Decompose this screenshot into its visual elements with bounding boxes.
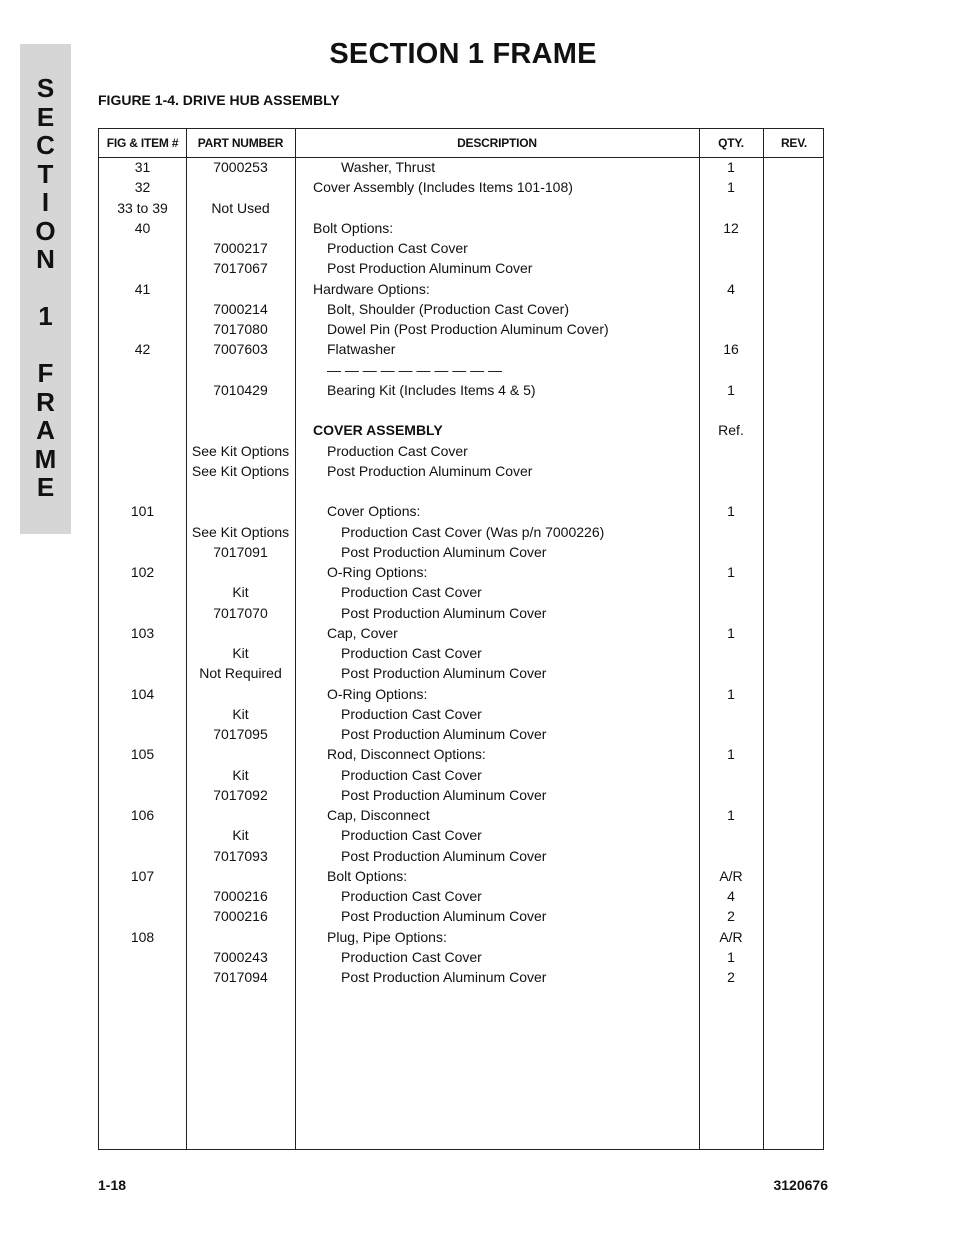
description-cell: Post Production Aluminum Cover — [341, 847, 547, 864]
qty-cell — [699, 765, 763, 785]
table-row — [99, 744, 823, 764]
table-row — [99, 785, 823, 805]
fig-item-cell — [99, 906, 186, 926]
part-number-cell — [186, 501, 295, 521]
part-number-cell — [186, 177, 295, 197]
part-number-cell: 7017070 — [213, 604, 268, 621]
fig-item-cell — [99, 603, 186, 623]
table-row — [99, 906, 823, 926]
side-tab-letter: M — [34, 443, 57, 474]
description-cell: Production Cast Cover — [341, 584, 482, 601]
table-row — [99, 481, 823, 501]
table-row — [99, 198, 823, 218]
table-header — [99, 129, 823, 158]
qty-cell — [699, 846, 763, 866]
qty-cell: 2 — [727, 969, 735, 985]
table-row — [99, 582, 823, 602]
part-number-cell: 7010429 — [213, 381, 268, 398]
qty-cell — [699, 198, 763, 218]
fig-item-cell — [99, 258, 186, 278]
qty-cell — [699, 319, 763, 339]
qty-cell — [699, 785, 763, 805]
qty-cell — [699, 360, 763, 380]
document-number: 3120676 — [773, 1177, 828, 1193]
description-cell: Production Cast Cover — [341, 645, 482, 661]
parts-table — [98, 128, 824, 1150]
description-cell: Post Production Aluminum Cover — [327, 260, 533, 277]
table-row — [99, 339, 823, 359]
qty-cell: 1 — [727, 159, 735, 175]
side-tab-letter: A — [36, 415, 55, 445]
table-row — [99, 420, 823, 440]
table-row — [99, 866, 823, 886]
column-header-rev: REV. — [780, 136, 808, 150]
qty-cell: 1 — [727, 381, 735, 398]
fig-item-cell: 102 — [130, 564, 155, 580]
fig-item-cell — [99, 724, 186, 744]
qty-cell: 16 — [723, 341, 739, 358]
qty-cell: 1 — [727, 685, 735, 702]
table-row — [99, 380, 823, 400]
qty-cell — [699, 238, 763, 258]
part-number-cell — [186, 218, 295, 238]
description-cell: Cover Options: — [327, 503, 421, 520]
part-number-cell — [186, 279, 295, 299]
qty-cell: 1 — [727, 624, 735, 641]
table-body — [99, 157, 823, 987]
description-cell: Post Production Aluminum Cover — [341, 543, 547, 560]
fig-item-cell: 105 — [130, 746, 155, 763]
description-cell: Plug, Pipe Options: — [327, 928, 447, 945]
part-number-cell: Not Required — [199, 665, 282, 682]
fig-item-cell — [99, 481, 186, 501]
fig-item-cell — [99, 238, 186, 258]
description-cell: Dowel Pin (Post Production Aluminum Cover) — [327, 321, 609, 337]
fig-item-cell: 107 — [130, 867, 155, 884]
side-tab-letter: F — [37, 358, 54, 388]
fig-item-cell — [99, 461, 186, 481]
part-number-cell: See Kit Options — [191, 462, 290, 479]
fig-item-cell — [99, 582, 186, 602]
fig-item-cell — [99, 765, 186, 785]
table-row — [99, 258, 823, 278]
part-number-cell: See Kit Options — [191, 523, 290, 540]
fig-item-cell — [99, 785, 186, 805]
side-tab-letter: S — [36, 73, 55, 103]
table-row — [99, 805, 823, 825]
table-row — [99, 947, 823, 967]
table-row — [99, 177, 823, 197]
qty-cell: Ref. — [718, 422, 744, 439]
part-number-cell — [186, 684, 295, 704]
table-row — [99, 886, 823, 906]
part-number-cell: 7000214 — [213, 300, 268, 317]
table-row — [99, 319, 823, 339]
qty-cell — [699, 724, 763, 744]
qty-cell — [699, 704, 763, 724]
fig-item-cell — [99, 319, 186, 339]
fig-item-cell — [99, 420, 186, 440]
qty-cell: 4 — [727, 280, 735, 297]
description-cell: Bolt Options: — [327, 867, 408, 884]
description-cell: Cover Assembly (Includes Items 101-108) — [313, 179, 573, 196]
fig-item-cell — [99, 967, 186, 987]
part-number-cell: 7000217 — [213, 240, 268, 256]
fig-item-cell: 106 — [130, 807, 155, 823]
description-cell: Washer, Thrust — [341, 159, 436, 175]
qty-cell: 1 — [727, 807, 735, 823]
qty-cell — [699, 481, 763, 501]
qty-cell — [699, 400, 763, 420]
fig-item-cell: 32 — [134, 179, 151, 196]
description-cell — [295, 481, 717, 501]
part-number-cell — [186, 420, 295, 440]
qty-cell — [699, 643, 763, 663]
description-cell: Post Production Aluminum Cover — [327, 462, 533, 479]
qty-cell: 1 — [727, 564, 735, 580]
part-number-cell — [186, 562, 295, 582]
part-number-cell: Kit — [232, 705, 249, 722]
qty-cell — [699, 603, 763, 623]
description-cell: Post Production Aluminum Cover — [341, 726, 547, 742]
qty-cell — [699, 825, 763, 845]
table-row — [99, 562, 823, 582]
description-cell — [295, 198, 717, 218]
table-row — [99, 846, 823, 866]
table-row — [99, 825, 823, 845]
description-cell: Post Production Aluminum Cover — [341, 786, 547, 803]
part-number-cell — [186, 927, 295, 947]
table-row — [99, 643, 823, 663]
fig-item-cell — [99, 947, 186, 967]
page-number: 1-18 — [98, 1177, 127, 1193]
part-number-cell — [186, 360, 295, 380]
figure-title: FIGURE 1-4. DRIVE HUB ASSEMBLY — [98, 92, 340, 108]
table-row — [99, 704, 823, 724]
part-number-cell: 7017080 — [213, 321, 268, 337]
part-number-cell: Kit — [232, 827, 249, 844]
fig-item-cell: 104 — [130, 685, 155, 702]
column-header-description: DESCRIPTION — [457, 136, 537, 150]
part-number-cell: Kit — [232, 584, 249, 601]
side-tab-letter: E — [36, 472, 55, 502]
qty-cell: A/R — [719, 867, 743, 884]
description-cell: Bolt Options: — [313, 219, 394, 236]
description-cell: Production Cast Cover (Was p/n 7000226) — [341, 523, 605, 540]
description-cell: Production Cast Cover — [341, 827, 482, 844]
qty-cell: 1 — [727, 503, 735, 520]
fig-item-cell — [99, 360, 186, 380]
fig-item-cell — [99, 825, 186, 845]
table-row — [99, 360, 823, 380]
table-row — [99, 522, 823, 542]
table-row — [99, 967, 823, 987]
part-number-cell: 7017095 — [213, 726, 268, 742]
part-number-cell — [186, 866, 295, 886]
part-number-cell — [186, 481, 295, 501]
fig-item-cell: 41 — [134, 280, 151, 297]
table-row — [99, 441, 823, 461]
table-row — [99, 623, 823, 643]
part-number-cell: 7017094 — [213, 969, 268, 985]
description-cell: Post Production Aluminum Cover — [341, 604, 547, 621]
description-cell: Production Cast Cover — [341, 948, 482, 965]
table-row — [99, 299, 823, 319]
side-tab-letter: 1 — [38, 301, 53, 331]
column-header-qty: QTY. — [718, 136, 744, 150]
fig-item-cell — [99, 441, 186, 461]
table-row — [99, 400, 823, 420]
description-cell: Post Production Aluminum Cover — [341, 908, 547, 925]
side-tab-letter: E — [36, 101, 55, 132]
description-cell: Cap, Disconnect — [327, 807, 430, 823]
column-header-fig-item: FIG & ITEM # — [106, 136, 179, 150]
part-number-cell: Not Used — [211, 199, 270, 216]
part-number-cell: 7000216 — [213, 908, 268, 925]
description-cell — [295, 400, 717, 420]
section-side-tab-label — [20, 74, 71, 502]
part-number-cell: 7000253 — [213, 159, 268, 175]
fig-item-cell: 108 — [130, 928, 155, 945]
side-tab-letter: C — [36, 130, 55, 160]
qty-cell — [699, 522, 763, 542]
table-row — [99, 461, 823, 481]
table-row — [99, 724, 823, 744]
description-cell: COVER ASSEMBLY — [313, 422, 443, 439]
side-tab-letter: R — [36, 386, 55, 417]
part-number-cell — [186, 400, 295, 420]
table-row — [99, 238, 823, 258]
side-tab-letter: N — [36, 244, 55, 274]
page-title: SECTION 1 FRAME — [329, 38, 597, 70]
description-cell: Cap, Cover — [327, 624, 398, 641]
table-row — [99, 157, 823, 177]
table-row — [99, 765, 823, 785]
part-number-cell: 7017092 — [213, 786, 268, 803]
description-cell: Bearing Kit (Includes Items 4 & 5) — [327, 381, 536, 398]
part-number-cell: 7017093 — [213, 847, 268, 864]
table-row — [99, 663, 823, 683]
part-number-cell: 7017091 — [213, 543, 268, 560]
fig-item-cell: 33 to 39 — [117, 199, 168, 216]
fig-item-cell: 42 — [134, 341, 151, 358]
qty-cell — [699, 542, 763, 562]
fig-item-cell — [99, 643, 186, 663]
qty-cell: 12 — [723, 219, 739, 236]
fig-item-cell: 40 — [134, 219, 151, 236]
description-cell: Flatwasher — [327, 341, 396, 358]
part-number-cell: 7017067 — [213, 260, 268, 277]
qty-cell — [699, 441, 763, 461]
column-header-part-number: PART NUMBER — [197, 136, 284, 150]
description-cell: Hardware Options: — [313, 280, 430, 297]
qty-cell — [699, 663, 763, 683]
qty-cell: 4 — [727, 888, 735, 904]
part-number-cell: 7000243 — [213, 948, 268, 965]
side-tab-letter: T — [37, 158, 54, 189]
description-cell: Rod, Disconnect Options: — [327, 746, 486, 763]
qty-cell — [699, 461, 763, 481]
fig-item-cell: 101 — [130, 503, 155, 520]
fig-item-cell — [99, 846, 186, 866]
description-cell: Production Cast Cover — [327, 442, 468, 459]
qty-cell — [699, 258, 763, 278]
qty-cell: 1 — [727, 948, 735, 965]
part-number-cell — [186, 623, 295, 643]
description-cell: Bolt, Shoulder (Production Cast Cover) — [327, 300, 569, 317]
fig-item-cell — [99, 704, 186, 724]
fig-item-cell — [99, 299, 186, 319]
fig-item-cell: 31 — [134, 159, 151, 175]
table-row — [99, 684, 823, 704]
side-tab-letter: O — [35, 215, 56, 246]
description-cell: Production Cast Cover — [341, 705, 482, 722]
part-number-cell — [186, 744, 295, 764]
description-cell: O-Ring Options: — [327, 564, 428, 580]
table-row — [99, 501, 823, 521]
part-number-cell: See Kit Options — [191, 442, 290, 459]
description-cell: Production Cast Cover — [327, 240, 468, 256]
fig-item-cell — [99, 522, 186, 542]
fig-item-cell — [99, 400, 186, 420]
description-cell: Post Production Aluminum Cover — [341, 969, 547, 985]
qty-cell: A/R — [719, 928, 743, 945]
qty-cell: 1 — [727, 179, 735, 196]
qty-cell: 1 — [727, 746, 735, 763]
fig-item-cell: 103 — [130, 624, 155, 641]
table-row — [99, 542, 823, 562]
description-cell: Post Production Aluminum Cover — [341, 665, 547, 682]
side-tab-letter: I — [41, 187, 50, 217]
fig-item-cell — [99, 663, 186, 683]
table-row — [99, 603, 823, 623]
fig-item-cell — [99, 380, 186, 400]
description-cell: — — — — — — — — — — — [327, 361, 503, 378]
part-number-cell — [186, 805, 295, 825]
fig-item-cell — [99, 542, 186, 562]
part-number-cell: Kit — [232, 766, 249, 783]
table-row — [99, 279, 823, 299]
description-cell: O-Ring Options: — [327, 685, 428, 702]
table-row — [99, 927, 823, 947]
part-number-cell: 7000216 — [213, 888, 268, 904]
table-row — [99, 218, 823, 238]
description-cell: Production Cast Cover — [341, 888, 482, 904]
qty-cell: 2 — [727, 908, 735, 925]
fig-item-cell — [99, 886, 186, 906]
description-cell: Production Cast Cover — [341, 766, 482, 783]
qty-cell — [699, 299, 763, 319]
part-number-cell: 7007603 — [213, 341, 268, 358]
part-number-cell: Kit — [232, 645, 249, 661]
qty-cell — [699, 582, 763, 602]
